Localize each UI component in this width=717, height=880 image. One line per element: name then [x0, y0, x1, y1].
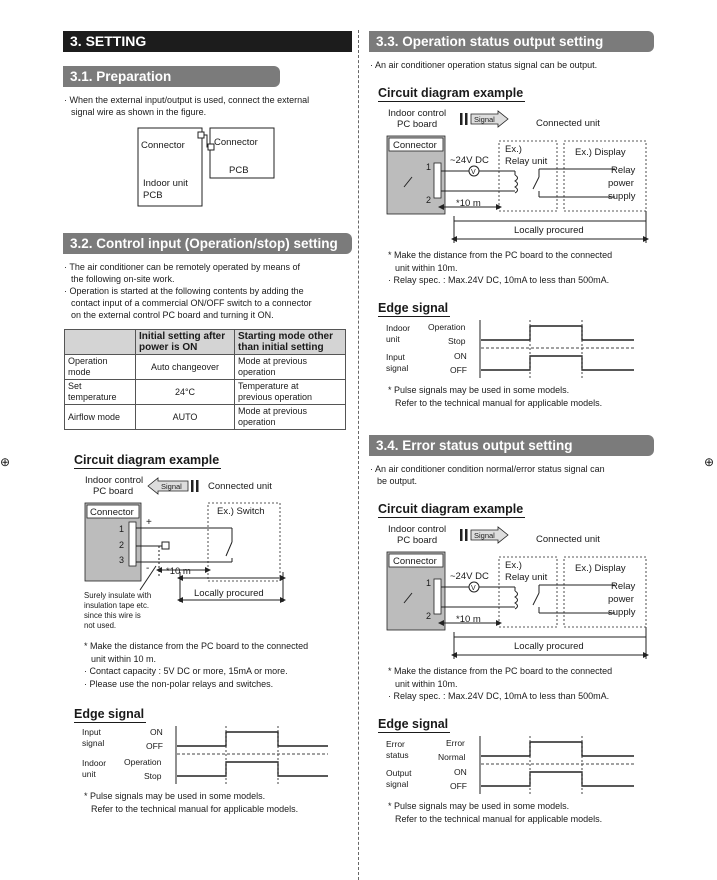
op-dist: *10 m — [456, 198, 481, 209]
left-pin-1: 1 — [119, 524, 125, 534]
op-v: V — [471, 169, 476, 176]
op-power: power — [608, 178, 634, 189]
op-circuit-title: Circuit diagram example — [378, 86, 524, 100]
op-icb-line2: PC board — [397, 119, 438, 130]
op-connected-unit: Connected unit — [536, 118, 600, 129]
left-plus: + — [146, 517, 152, 528]
table-corner — [65, 330, 136, 355]
error-status-text: · An air conditioner condition normal/error status signal can be output. — [370, 464, 605, 486]
left-edge-off: OFF — [146, 741, 163, 751]
op-edge-input1: Input — [386, 352, 405, 362]
left-ex-switch: Ex.) Switch — [217, 506, 265, 517]
section-title-setting: 3. SETTING — [63, 31, 352, 52]
err-connector-label: Connector — [393, 556, 437, 567]
prep-pcb: PCB — [229, 165, 249, 176]
err-edge-notes: * Pulse signals may be used in some models. Refer to the technical manual for applicable models. — [388, 801, 603, 824]
err-icb-line1: Indoor control — [388, 524, 447, 535]
insulate-line1: Surely insulate with — [84, 591, 152, 600]
op-edge-title: Edge signal — [378, 301, 449, 315]
op-edge-indoor2: unit — [386, 334, 400, 344]
table-row: Airflow mode AUTO Mode at previous operation — [65, 405, 346, 430]
op-edge-stop: Stop — [448, 336, 466, 346]
err-power: power — [608, 594, 634, 605]
registration-mark-right-icon: ⊕ — [704, 455, 715, 469]
prep-indoor-unit: Indoor unit — [143, 178, 188, 189]
err-relay: Relay — [611, 581, 636, 592]
op-edge-signal-diagram — [384, 318, 642, 380]
err-edge-on: ON — [454, 767, 467, 777]
op-circuit-notes: * Make the distance from the PC board to the connected unit within 10m. · Relay spec. : Max.24V DC, 10mA to less than 500mA. — [388, 250, 613, 285]
err-edge-error1: Error — [386, 739, 405, 749]
section-title-operation-status: 3.3. Operation status output setting — [369, 31, 654, 52]
err-edge-title: Edge signal — [378, 717, 449, 731]
err-pin-2: 2 — [426, 611, 432, 621]
op-signal: Signal — [474, 115, 495, 124]
left-edge-indoor1: Indoor — [82, 758, 107, 768]
left-circuit-notes: * Make the distance from the PC board to the connected unit within 10 m. · Contact capacity : 5V DC or more, 15mA or more. · Please use the non-polar relays and switches. — [84, 641, 309, 689]
err-relay-unit: Relay unit — [505, 572, 548, 583]
table-row: Operation mode Auto changeover Mode at previous operation — [65, 355, 346, 380]
err-v: V — [471, 585, 476, 592]
left-edge-title: Edge signal — [74, 707, 145, 721]
left-icb-line1: Indoor control — [85, 475, 144, 486]
op-circuit-diagram — [384, 103, 652, 245]
err-edge-error: Error — [446, 738, 465, 748]
prep-connector-left: Connector — [141, 140, 185, 151]
left-pin-2: 2 — [119, 540, 125, 550]
op-pin-2: 2 — [426, 195, 432, 205]
initial-setting-table — [64, 329, 346, 430]
err-connected-unit: Connected unit — [536, 534, 600, 545]
op-edge-input2: signal — [386, 363, 409, 373]
left-edge-signal-diagram — [80, 724, 332, 786]
op-ex-display: Ex.) Display — [575, 147, 626, 158]
left-connector-label: Connector — [90, 507, 134, 518]
left-edge-on: ON — [150, 727, 163, 737]
left-edge-indoor2: unit — [82, 769, 96, 779]
control-input-text: · The air conditioner can be remotely operated by means of the following on-site work. · Operation is started at the following contents by adding the contact input of a commercial ON/OFF switch to a connector on the external control PC board and turning it ON. — [64, 262, 312, 320]
op-connector-label: Connector — [393, 140, 437, 151]
err-circuit-diagram — [384, 519, 652, 661]
left-dist: *10 m — [166, 566, 191, 577]
prep-indoor-pcb: PCB — [143, 190, 163, 201]
err-circuit-notes: * Make the distance from the PC board to the connected unit within 10m. · Relay spec. : Max.24V DC, 10mA to less than 500mA. — [388, 666, 613, 701]
op-pin-1: 1 — [426, 162, 432, 172]
err-edge-signal-diagram — [384, 734, 642, 796]
err-edge-normal: Normal — [438, 752, 466, 762]
left-minus: - — [146, 563, 150, 574]
operation-status-text: · An air conditioner operation status signal can be output. — [370, 60, 598, 70]
section-title-error-status: 3.4. Error status output setting — [369, 435, 654, 456]
left-icb-line2: PC board — [93, 486, 134, 497]
err-supply: supply — [608, 607, 636, 618]
err-circuit-title: Circuit diagram example — [378, 502, 524, 516]
section-title-control-input: 3.2. Control input (Operation/stop) setting — [63, 233, 352, 254]
err-dist: *10 m — [456, 614, 481, 625]
section-title-preparation: 3.1. Preparation — [63, 66, 280, 87]
table-header-initial: Initial setting after power is ON — [136, 330, 235, 355]
left-circuit-diagram — [80, 470, 300, 638]
err-pin-1: 1 — [426, 578, 432, 588]
err-ex-display: Ex.) Display — [575, 563, 626, 574]
left-edge-input1: Input — [82, 727, 101, 737]
op-edge-on: ON — [454, 351, 467, 361]
insulate-line3: since this wire is — [84, 611, 141, 620]
op-supply: supply — [608, 191, 636, 202]
op-edge-indoor1: Indoor — [386, 323, 411, 333]
insulate-line4: not used. — [84, 621, 117, 630]
left-edge-operation: Operation — [124, 757, 162, 767]
left-edge-stop: Stop — [144, 771, 162, 781]
insulate-line2: insulation tape etc. — [84, 601, 150, 610]
err-locally: Locally procured — [514, 641, 584, 652]
err-edge-off: OFF — [450, 781, 467, 791]
preparation-text: · When the external input/output is used, connect the external signal wire as shown in the figure. — [64, 95, 310, 117]
left-pin-3: 3 — [119, 555, 125, 565]
preparation-figure — [130, 118, 280, 210]
prep-connector-right: Connector — [214, 137, 258, 148]
err-dc: ~24V DC — [450, 571, 489, 582]
table-row: Set temperature 24°C Temperature at previous operation — [65, 380, 346, 405]
left-edge-input2: signal — [82, 738, 105, 748]
op-edge-operation: Operation — [428, 322, 466, 332]
err-signal: Signal — [474, 531, 495, 540]
op-relay: Relay — [611, 165, 636, 176]
op-dc: ~24V DC — [450, 155, 489, 166]
left-edge-notes: * Pulse signals may be used in some models. Refer to the technical manual for applicable models. — [84, 791, 299, 814]
left-circuit-title: Circuit diagram example — [74, 453, 220, 467]
err-edge-error2: status — [386, 750, 409, 760]
left-locally: Locally procured — [194, 588, 264, 599]
err-ex: Ex.) — [505, 560, 522, 571]
op-ex: Ex.) — [505, 144, 522, 155]
err-edge-output2: signal — [386, 779, 409, 789]
op-icb-line1: Indoor control — [388, 108, 447, 119]
op-relay-unit: Relay unit — [505, 156, 548, 167]
op-locally: Locally procured — [514, 225, 584, 236]
err-icb-line2: PC board — [397, 535, 438, 546]
table-header-starting: Starting mode other than initial setting — [235, 330, 346, 355]
column-divider — [358, 30, 359, 880]
left-connected-unit: Connected unit — [208, 481, 272, 492]
op-edge-notes: * Pulse signals may be used in some models. Refer to the technical manual for applicable models. — [388, 385, 603, 408]
err-edge-output1: Output — [386, 768, 412, 778]
left-signal: Signal — [161, 482, 182, 491]
registration-mark-left-icon: ⊕ — [0, 455, 11, 469]
op-edge-off: OFF — [450, 365, 467, 375]
